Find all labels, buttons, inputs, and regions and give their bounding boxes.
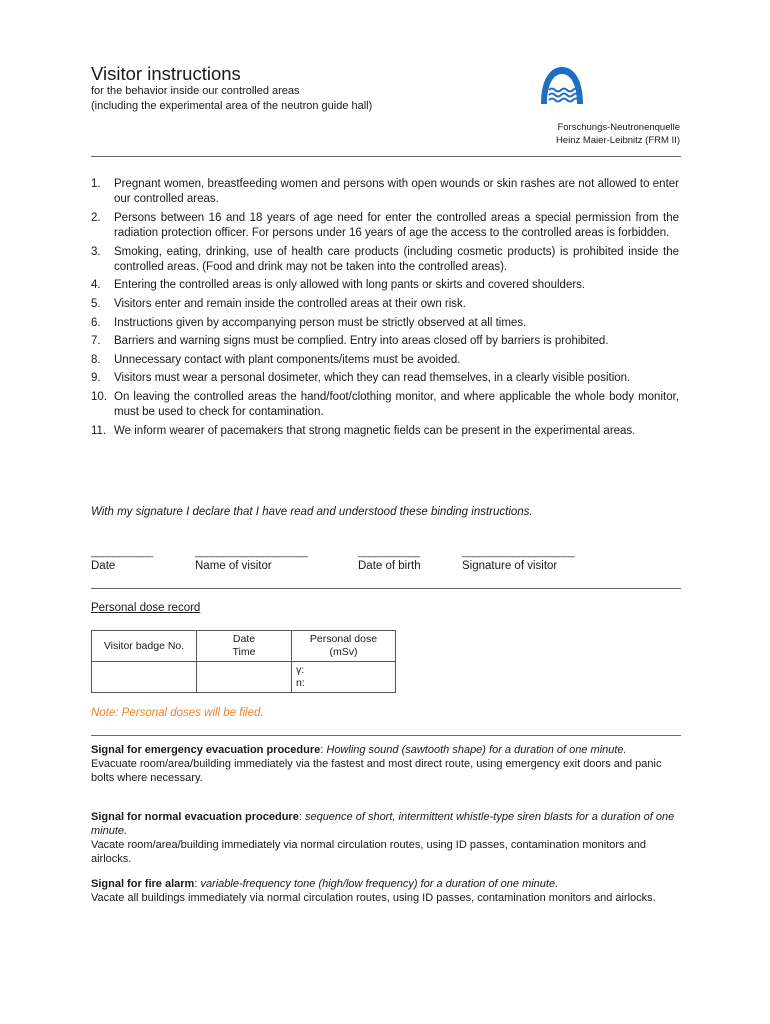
instruction-item	[91, 177, 679, 207]
instruction-item	[91, 353, 679, 368]
name-of-visitor-label: Name of visitor	[195, 560, 272, 572]
instruction-text: On leaving the controlled areas the hand/foot/clothing monitor, and where applicable the whole body monitor, must be used to check for contamination.	[114, 390, 679, 419]
instruction-number: 10.	[91, 390, 107, 403]
signal-action: Evacuate room/area/building immediately via the fastest and most direct route, using emergency exit doors and panic bolts where necessary.	[91, 758, 662, 784]
instruction-text: Pregnant women, breastfeeding women and persons with open wounds or skin rashes are not allowed to enter our controlled areas.	[114, 178, 679, 206]
instruction-text: Visitors enter and remain inside the controlled areas at their own risk.	[114, 297, 466, 310]
signal-description: Howling sound (sawtooth shape) for a duration of one minute.	[326, 744, 627, 756]
fire-alarm-signal: Signal for fire alarm: variable-frequency tone (high/low frequency) for a duration of one minute. Vacate all buildings immediately via normal circulation routes, using ID passes, contamination monitors and airlocks.	[91, 878, 656, 904]
instruction-text: Visitors must wear a personal dosimeter, which they can read themselves, in a clearly visible position.	[114, 372, 631, 385]
signature-divider	[91, 588, 681, 589]
instruction-number: 9.	[91, 372, 101, 385]
instruction-number: 7.	[91, 335, 101, 348]
instructions-list	[91, 177, 679, 442]
table-header-row	[92, 631, 396, 662]
instruction-item	[91, 316, 679, 331]
dose-header-line: Personal dose	[309, 633, 378, 645]
instruction-number: 8.	[91, 353, 101, 366]
normal-evacuation-signal: Signal for normal evacuation procedure: sequence of short, intermittent whistle-type siren blasts for a duration of one minute. Vacate room/area/building immediately via normal circulation routes, using ID passes, contamination monitors and airlocks.	[91, 811, 675, 865]
instruction-text: Unnecessary contact with plant components/items must be avoided.	[114, 353, 461, 366]
instruction-text: Entering the controlled areas is only allowed with long pants or skirts and covered shoulders.	[114, 279, 586, 292]
badge-column-header: Visitor badge No.	[92, 631, 197, 662]
instruction-number: 5.	[91, 297, 101, 310]
table-row	[92, 662, 396, 693]
date-of-birth-label: Date of birth	[358, 560, 421, 572]
gamma-dose-label: γ:	[296, 664, 305, 676]
instruction-item	[91, 334, 679, 349]
date-header-line: Date	[232, 633, 256, 645]
dose-note: Note: Personal doses will be filed.	[91, 707, 264, 719]
page-subtitle	[91, 84, 372, 114]
signal-label: Signal for normal evacuation procedure	[91, 811, 299, 823]
signal-action: Vacate room/area/building immediately via normal circulation routes, using ID passes, contamination monitors and airlocks.	[91, 839, 646, 865]
dose-values-cell[interactable]	[292, 662, 396, 693]
signature-of-visitor-label: Signature of visitor	[462, 560, 558, 572]
instruction-item	[91, 297, 679, 312]
instruction-item	[91, 278, 679, 293]
signal-label: Signal for fire alarm	[91, 878, 195, 890]
header-divider	[91, 156, 681, 157]
signal-action: Vacate all buildings immediately via normal circulation routes, using ID passes, contamination monitors and airlocks.	[91, 892, 656, 904]
instruction-number: 3.	[91, 245, 101, 258]
dob-signature-line[interactable]: ___________	[358, 546, 420, 558]
dose-unit-line: (mSv)	[329, 646, 358, 658]
instruction-item	[91, 390, 679, 420]
instruction-item	[91, 371, 679, 386]
declaration-text: With my signature I declare that I have read and understood these binding instructions.	[91, 506, 533, 518]
instruction-number: 1.	[91, 178, 101, 190]
date-time-column-header	[197, 631, 292, 662]
instruction-text: Instructions given by accompanying person must be strictly observed at all times.	[114, 316, 527, 329]
dose-record-title: Personal dose record	[91, 602, 201, 614]
badge-number-cell[interactable]	[92, 662, 197, 693]
signals-divider	[91, 735, 681, 736]
instruction-text: Smoking, eating, drinking, use of health care products (including cosmetic products) is prohibited inside the controlled areas. (Food and drink may not be taken into the controlled areas).	[114, 245, 679, 273]
date-time-cell[interactable]	[197, 662, 292, 693]
instruction-item	[91, 424, 679, 439]
instruction-item	[91, 211, 679, 241]
institute-name	[556, 121, 680, 147]
instruction-number: 11.	[91, 424, 107, 437]
signal-label: Signal for emergency evacuation procedure	[91, 744, 321, 756]
name-signature-line[interactable]: ____________________	[195, 546, 308, 558]
signal-description: sequence of short, intermittent whistle-type siren blasts for a duration of one minute.	[91, 811, 675, 837]
subtitle-line-1: for the behavior inside our controlled areas	[91, 85, 300, 97]
instruction-text: We inform wearer of pacemakers that strong magnetic fields can be present in the experimental areas.	[114, 424, 636, 437]
institute-line-1: Forschungs-Neutronenquelle	[557, 122, 680, 133]
page-title: Visitor instructions	[91, 63, 241, 84]
dose-column-header	[292, 631, 396, 662]
emergency-evacuation-signal: Signal for emergency evacuation procedure: Howling sound (sawtooth shape) for a duration of one minute. Evacuate room/area/building immediately via the fastest and most direct route, using emergency exit doors and panic bolts where necessary.	[91, 744, 662, 784]
time-header-line: Time	[232, 646, 256, 658]
date-label: Date	[91, 560, 116, 572]
instruction-text: Persons between 16 and 18 years of age need for enter the controlled areas a special permission from the radiation protection officer. For persons under 16 years of age the access to the controlled areas is forbidden.	[114, 211, 679, 239]
visitor-signature-line[interactable]: ____________________	[462, 546, 575, 558]
signal-description: variable-frequency tone (high/low frequency) for a duration of one minute.	[200, 878, 559, 890]
frm2-logo-icon	[537, 64, 587, 110]
instruction-item	[91, 245, 679, 275]
instruction-number: 4.	[91, 279, 101, 292]
dose-record-table	[91, 630, 396, 693]
instruction-number: 6.	[91, 316, 101, 329]
instruction-number: 2.	[91, 211, 101, 224]
instruction-text: Barriers and warning signs must be complied. Entry into areas closed off by barriers is prohibited.	[114, 335, 609, 348]
institute-line-2: Heinz Maier-Leibnitz (FRM II)	[555, 135, 680, 146]
neutron-dose-label: n:	[296, 677, 305, 689]
date-signature-line[interactable]: ___________	[91, 546, 153, 558]
subtitle-line-2: (including the experimental area of the neutron guide hall)	[91, 100, 373, 112]
